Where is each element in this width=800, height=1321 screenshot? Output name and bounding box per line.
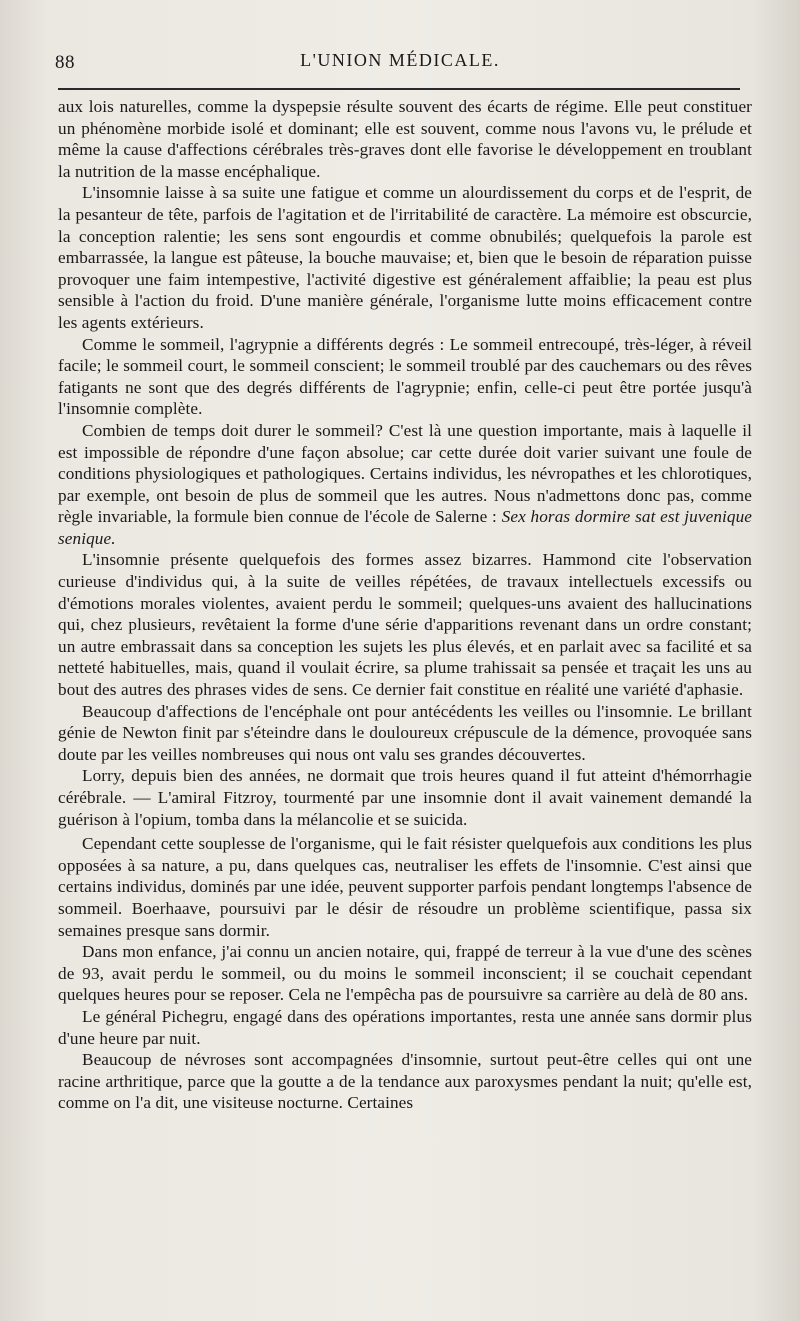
- paragraph: L'insomnie présente quelquefois des formes assez bizarres. Hammond cite l'observation curieuse d'individus qui, à la suite de veilles répétées, de travaux intellectuels excessifs ou d'émotions morales violentes, avaient perdu le sommeil; quelques-uns avaient des hallucinations qui, chez plusieurs, revêtaient la forme d'une série d'apparitions revenant dans un ordre constant; un autre embrassait dans sa conception les sujets les plus élevés, et en parlait avec sa facilité et sa netteté habituelles, mais, quand il voulait écrire, sa plume trahissait sa pensée et traçait les uns au bout des autres des phrases vides de sens. Ce dernier fait constitue en réalité une variété d'aphasie.: [58, 550, 752, 700]
- paragraph: Dans mon enfance, j'ai connu un ancien notaire, qui, frappé de terreur à la vue d'une des scènes de 93, avait perdu le sommeil, ou du moins le sommeil inconscient; il se couchait cependant quelques heures pour se reposer. Cela ne l'empêcha pas de poursuivre sa carrière au delà de 80 ans.: [58, 942, 752, 1005]
- paragraph: Comme le sommeil, l'agrypnie a différents degrés : Le sommeil entrecoupé, très-léger, à réveil facile; le sommeil court, le sommeil conscient; le sommeil troublé par des cauchemars ou des rêves fatigants ne sont que des degrés différents de l'agrypnie; enfin, celle-ci peut être portée jusqu'à l'insomnie complète.: [58, 334, 752, 419]
- running-title: L'UNION MÉDICALE.: [300, 50, 500, 70]
- paragraph: Lorry, depuis bien des années, ne dormait que trois heures quand il fut atteint d'hémorrhagie cérébrale. — L'amiral Fitzroy, tourmenté par une insomnie dont il avait vainement demandé la guérison à l'opium, tomba dans la mélancolie et se suicida.: [58, 766, 752, 829]
- paragraph: Le général Pichegru, engagé dans des opérations importantes, resta une année sans dormir plus d'une heure par nuit.: [58, 1006, 752, 1048]
- latin-quotation: Sex horas dormire sat est juvenique senique.: [58, 507, 753, 548]
- page-header: [55, 48, 745, 78]
- paragraph: L'insomnie laisse à sa suite une fatigue et comme un alourdissement du corps et de l'esprit, de la pesanteur de tête, parfois de l'agitation et de l'irritabilité de caractère. La mémoire est obscurcie, la conception ralentie; les sens sont engourdis et comme obnubilés; quelquefois la parole est embarrassée, la langue est pâteuse, la bouche mauvaise; et, bien que le besoin de réparation puisse provoquer une faim intempestive, l'activité digestive est généralement affaiblie; la peau est plus sensible à l'action du froid. D'une manière générale, l'organisme lutte moins efficacement contre les agents extérieurs.: [58, 183, 752, 332]
- page-number: 88: [55, 52, 75, 73]
- paragraph: Beaucoup d'affections de l'encéphale ont pour antécédents les veilles ou l'insomnie. Le brillant génie de Newton finit par s'éteindre dans le douloureux crépuscule de la démence, provoquée sans doute par les veilles nombreuses qui nous ont valu ses grandes découvertes.: [58, 701, 752, 764]
- header-rule: [58, 88, 740, 90]
- paragraph: [58, 420, 752, 550]
- paragraph: Cependant cette souplesse de l'organisme, qui le fait résister quelquefois aux conditions les plus opposées à sa nature, a pu, dans quelques cas, neutraliser les effets de l'insomnie. C'est ainsi que certains individus, dominés par une idée, peuvent supporter parfois pendant longtemps l'absence de sommeil. Boerhaave, poursuivi par le désir de résoudre un problème scientifique, passa six semaines presque sans dormir.: [58, 834, 752, 940]
- paragraph-text: Combien de temps doit durer le sommeil? C'est là une question importante, mais à laquelle il est impossible de répondre d'une façon absolue; car cette durée doit varier suivant une foule de conditions physiologiques et pathologiques. Certains individus, les névropathes et les chlorotiques, par exemple, ont besoin de plus de sommeil que les autres. Nous n'admettons donc pas, comme règle invariable, la formule bien connue de l'école de Salerne :: [58, 420, 752, 527]
- paragraph: Beaucoup de névroses sont accompagnées d'insomnie, surtout peut-être celles qui ont une racine arthritique, parce que la goutte a de la tendance aux paroxysmes pendant la nuit; qu'elle est, comme on l'a dit, une visiteuse nocturne. Certaines: [58, 1050, 752, 1113]
- paragraph: aux lois naturelles, comme la dyspepsie résulte souvent des écarts de régime. Elle peut constituer un phénomène morbide isolé et dominant; elle est souvent, comme nous l'avons vu, le prélude et même la cause d'affections cérébrales très-graves dont elle favorise le développement en troublant la nutrition de la masse encéphalique.: [58, 97, 752, 181]
- article-body: [58, 96, 752, 1114]
